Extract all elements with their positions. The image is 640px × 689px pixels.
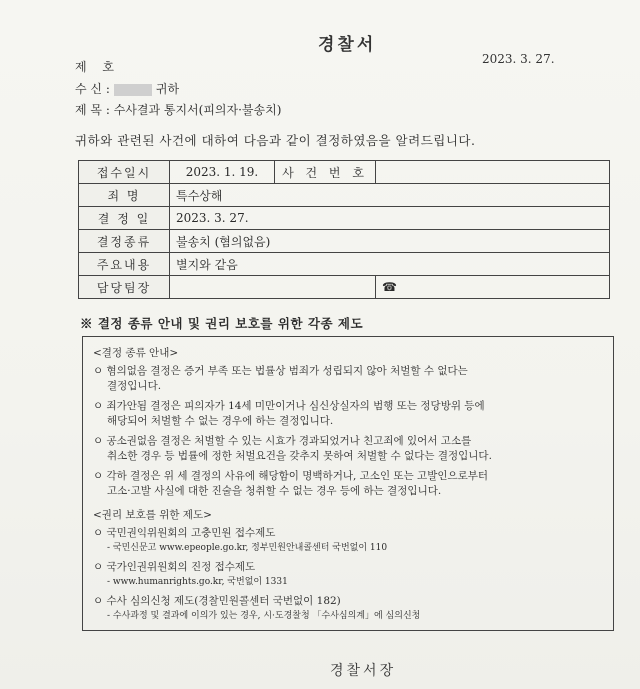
phone-cell	[376, 276, 610, 299]
decision-date-value: 2023. 3. 27.	[170, 207, 610, 230]
received-label: 접수일시	[79, 161, 170, 184]
officer-value	[170, 276, 376, 299]
subject-label: 제 목 :	[75, 103, 110, 117]
recipient-suffix: 귀하	[155, 82, 180, 96]
guide-line: 결정입니다.	[107, 380, 162, 392]
main-content-value: 별지와 같음	[170, 253, 610, 276]
guide-line: 고소·고발 사실에 대한 진술을 청취할 수 없는 경우 등에 하는 결정입니다.	[107, 485, 442, 497]
section-title: ※ 결정 종류 안내 및 권리 보호를 위한 각종 제도	[80, 316, 364, 331]
table-row	[79, 253, 610, 276]
rights-item-title: ㅇ 국민권익위원회의 고충민원 접수제도	[93, 527, 276, 539]
case-number-label: 사 건 번 호	[275, 161, 376, 184]
rights-heading: <권리 보호를 위한 제도>	[93, 509, 212, 521]
phone-icon: ☎	[382, 280, 397, 294]
charge-value: 특수상해	[170, 184, 610, 207]
guide-line: ㅇ 죄가안됨 결정은 피의자가 14세 미만이거나 심신상실자의 범행 또는 정당방위 등에	[93, 400, 485, 412]
table-row	[79, 207, 610, 230]
recipient-line	[75, 80, 179, 97]
issue-date: 2023. 3. 27.	[482, 52, 555, 66]
received-value: 2023. 1. 19.	[170, 161, 275, 184]
rights-item-detail: - 국민신문고 www.epeople.go.kr, 정부민원안내콜센터 국번없이 110	[107, 543, 388, 553]
guide-heading: <결정 종류 안내>	[93, 347, 179, 359]
guide-line: ㅇ 각하 결정은 위 세 결정의 사유에 해당함이 명백하거나, 고소인 또는 고발인으로부터	[93, 470, 489, 482]
charge-label: 죄 명	[79, 184, 170, 207]
rights-item-detail: - 수사과정 및 결과에 이의가 있는 경우, 시·도경찰청 「수사심의계」에 심의신청	[107, 611, 421, 621]
doc-number: 제 호	[75, 60, 120, 74]
guide-line: 취소한 경우 등 법률에 정한 처벌요건을 갖추지 못하여 처벌할 수 없다는 결정입니다.	[107, 450, 492, 462]
recipient-label: 수 신 :	[75, 82, 110, 96]
redacted-name	[114, 84, 152, 96]
table-row	[79, 184, 610, 207]
guide-line: ㅇ 공소권없음 결정은 처벌할 수 있는 시효가 경과되었거나 친고죄에 있어서 고소를	[93, 435, 472, 447]
table-row	[79, 161, 610, 184]
intro-text: 귀하와 관련된 사건에 대하여 다음과 같이 결정하였음을 알려드립니다.	[75, 133, 476, 148]
subject-line	[75, 101, 281, 118]
guide-line: 해당되어 처벌할 수 없는 경우에 하는 결정입니다.	[107, 415, 334, 427]
guide-line: ㅇ 혐의없음 결정은 증거 부족 또는 법률상 범죄가 성립되지 않아 처벌할 수 없다는	[93, 365, 468, 377]
case-info-table	[78, 160, 610, 299]
decision-date-label: 결 정 일	[79, 207, 170, 230]
main-content-label: 주요내용	[79, 253, 170, 276]
decision-type-value: 불송치 (혐의없음)	[170, 230, 610, 253]
table-row	[79, 230, 610, 253]
rights-item-title: ㅇ 국가인권위원회의 진정 접수제도	[93, 561, 256, 573]
rights-item-detail: - www.humanrights.go.kr, 국번없이 1331	[107, 577, 288, 587]
table-row	[79, 276, 610, 299]
officer-label: 담당팀장	[79, 276, 170, 299]
issuer-signature: 경찰서장	[330, 663, 397, 679]
subject-text: 수사결과 통지서(피의자·불송치)	[113, 103, 282, 117]
case-number-value	[376, 161, 610, 184]
decision-type-label: 결정종류	[79, 230, 170, 253]
guide-box	[82, 336, 614, 631]
rights-item-title: ㅇ 수사 심의신청 제도(경찰민원콜센터 국번없이 182)	[93, 595, 341, 607]
agency-title: 경찰서	[318, 35, 377, 55]
